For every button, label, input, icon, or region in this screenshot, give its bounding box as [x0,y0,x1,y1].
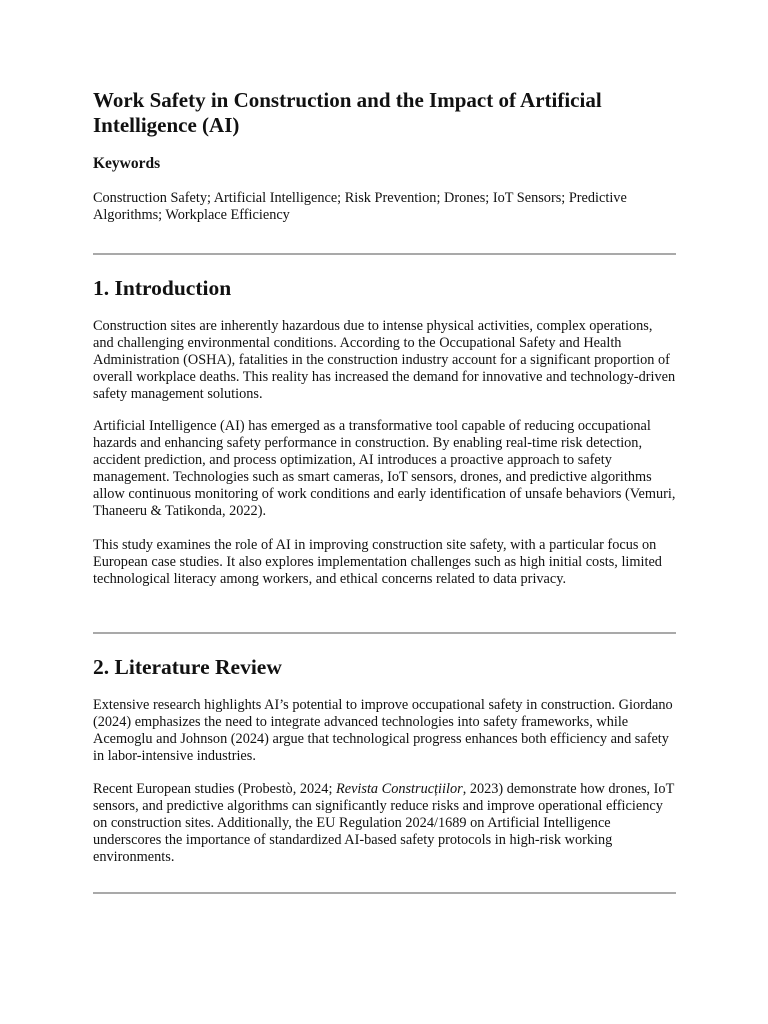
introduction-paragraph-2: Artificial Intelligence (AI) has emerged as a transformative tool capable of reducing occupational hazards and enhancing safety performance in construction. By enabling real-time risk detection, accident prediction, and process optimization, AI introduces a proactive approach to safety management. Technologies such as smart cameras, IoT sensors, drones, and predictive algorithms allow continuous monitoring of work conditions and early identification of unsafe behaviors (Vemuri, Thaneeru & Tatikonda, 2022). [93,418,676,519]
section-divider [93,253,676,255]
keywords-text: Construction Safety; Artificial Intelligence; Risk Prevention; Drones; IoT Sensors; Predictive Algorithms; Workplace Efficiency [93,190,627,223]
section-divider [93,892,676,894]
journal-title-italic: Revista Construcțiilor [336,781,463,797]
introduction-paragraph-3: This study examines the role of AI in improving construction site safety, with a particular focus on European case studies. It also explores implementation challenges such as high initial costs, limited technological literacy among workers, and ethical concerns related to data privacy. [93,537,662,587]
literature-review-heading: 2. Literature Review [93,655,282,679]
literature-review-paragraph-1: Extensive research highlights AI’s potential to improve occupational safety in construction. Giordano (2024) emphasizes the need to integrate advanced technologies into safety frameworks, while Acemoglu and Johnson (2024) argue that technological progress enhances both efficiency and safety in labor-intensive industries. [93,697,673,764]
introduction-heading: 1. Introduction [93,276,232,300]
literature-review-paragraph-2-end: , 2023) demonstrate how drones, IoT sensors, and predictive algorithms can significantly reduce risks and improve operational efficiency on construction sites. Additionally, the EU Regulation 2024/1689 on Artificial Intelligence underscores the importance of standardized AI-based safety protocols in high-risk working environments. [93,781,675,865]
literature-review-paragraph-2-start: Recent European studies (Probestò, 2024; [93,781,336,797]
keywords-heading: Keywords [93,155,161,172]
document-title: Work Safety in Construction and the Impact of Artificial Intelligence (AI) [93,88,602,137]
literature-review-paragraph-2 [93,781,676,866]
section-divider [93,632,676,634]
introduction-paragraph-1: Construction sites are inherently hazardous due to intense physical activities, complex operations, and challenging environmental conditions. According to the Occupational Safety and Health Administration (OSHA), fatalities in the construction industry account for a significant proportion of overall workplace deaths. This reality has increased the demand for innovative and technology-driven safety management solutions. [93,318,676,402]
